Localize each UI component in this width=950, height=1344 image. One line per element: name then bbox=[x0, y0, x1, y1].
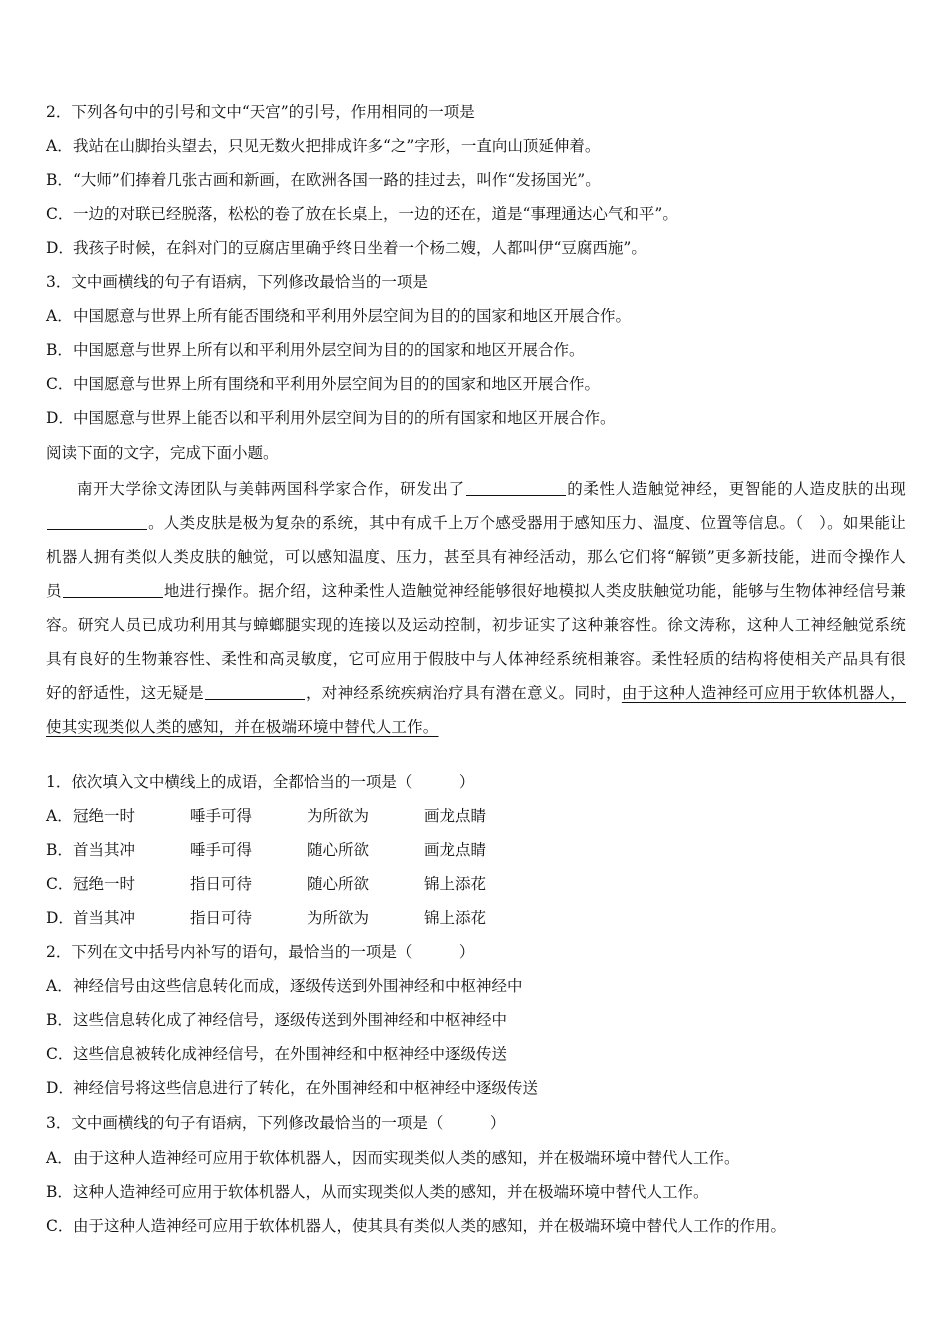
option-word: 锦上添花 bbox=[424, 875, 487, 893]
question-stem: 3．文中画横线的句子有语病，下列修改最恰当的一项是（ ） bbox=[46, 1114, 506, 1132]
passage-text: 地进行操作。据介绍，这种柔性人造触觉神经能够很好地模拟人类皮肤触觉功能，能够与生物体神经信号兼容。研究人员已成功利用其与蟑螂腿实现的连接以及运动控制，初步证实了这种兼容性。徐文涛称，这种人工神经触觉系统具有良好的生物兼容性、柔性和高灵敏度，它可应用于假肢中与人体神经系统相兼容。柔性轻质的结构将使相关产品具有很好的舒适性，这无疑是 bbox=[46, 582, 906, 702]
option-text: 中国愿意与世界上能否以和平利用外层空间为目的的所有国家和地区开展合作。 bbox=[73, 409, 616, 427]
option-text: 神经信号由这些信息转化而成，逐级传送到外围神经和中枢神经中 bbox=[73, 977, 523, 995]
option-text: 中国愿意与世界上所有能否围绕和平利用外层空间为目的的国家和地区开展合作。 bbox=[73, 307, 632, 325]
option-b bbox=[46, 340, 585, 360]
option-label: C． bbox=[46, 205, 74, 223]
question-stem: 1．依次填入文中横线上的成语，全都恰当的一项是（ ） bbox=[46, 773, 475, 791]
option-word: 为所欲为 bbox=[307, 807, 370, 825]
option-word: 唾手可得 bbox=[190, 807, 253, 825]
passage-text: 南开大学徐文涛团队与美韩两国科学家合作，研发出了 bbox=[77, 480, 465, 498]
option-word: 首当其冲 bbox=[73, 909, 136, 927]
option-text: 神经信号将这些信息进行了转化，在外围神经和中枢神经中逐级传送 bbox=[73, 1079, 539, 1097]
option-word: 指日可待 bbox=[190, 875, 253, 893]
option-text: 我站在山脚抬头望去，只见无数火把排成许多“之”字形，一直向山顶延伸着。 bbox=[73, 137, 601, 155]
option-label: A． bbox=[46, 137, 73, 155]
option-text: 这些信息转化成了神经信号，逐级传送到外围神经和中枢神经中 bbox=[73, 1011, 508, 1029]
option-label: A． bbox=[46, 977, 73, 995]
option-c bbox=[46, 1044, 507, 1064]
option-text: 这些信息被转化成神经信号，在外围神经和中枢神经中逐级传送 bbox=[73, 1045, 508, 1063]
option-c bbox=[46, 1216, 786, 1236]
fill-blank bbox=[205, 685, 305, 700]
option-text: “大师”们捧着几张古画和新画，在欧洲各国一路的挂过去，叫作“发扬国光”。 bbox=[73, 171, 601, 189]
reading-instruction: 阅读下面的文字，完成下面小题。 bbox=[46, 444, 279, 462]
option-word: 为所欲为 bbox=[307, 909, 370, 927]
option-b bbox=[46, 1182, 709, 1202]
passage-text: ，对神经系统疾病治疗具有潜在意义。同时， bbox=[305, 684, 622, 702]
option-word: 随心所欲 bbox=[307, 875, 370, 893]
option-c bbox=[46, 204, 678, 224]
question-stem: 3．文中画横线的句子有语病，下列修改最恰当的一项是 bbox=[46, 273, 428, 291]
option-a bbox=[46, 1148, 740, 1168]
option-a bbox=[46, 806, 486, 826]
option-label: B． bbox=[46, 841, 73, 859]
option-c bbox=[46, 374, 600, 394]
option-text: 由于这种人造神经可应用于软体机器人，使其具有类似人类的感知，并在极端环境中替代人工作的作用。 bbox=[73, 1217, 787, 1235]
option-word: 锦上添花 bbox=[424, 909, 487, 927]
option-text: 中国愿意与世界上所有以和平利用外层空间为目的的国家和地区开展合作。 bbox=[73, 341, 585, 359]
option-text: 中国愿意与世界上所有围绕和平利用外层空间为目的的国家和地区开展合作。 bbox=[73, 375, 601, 393]
reading-passage bbox=[46, 472, 906, 744]
option-label: C． bbox=[46, 1045, 74, 1063]
option-label: D． bbox=[46, 239, 74, 257]
option-word: 画龙点睛 bbox=[424, 841, 487, 859]
option-label: A． bbox=[46, 807, 73, 825]
option-label: B． bbox=[46, 1183, 73, 1201]
option-label: A． bbox=[46, 307, 73, 325]
option-word: 指日可待 bbox=[190, 909, 253, 927]
option-text: 由于这种人造神经可应用于软体机器人，因而实现类似人类的感知，并在极端环境中替代人工作。 bbox=[73, 1149, 740, 1167]
option-label: B． bbox=[46, 341, 73, 359]
option-a bbox=[46, 136, 600, 156]
option-d bbox=[46, 408, 616, 428]
option-label: B． bbox=[46, 171, 73, 189]
option-b bbox=[46, 170, 601, 190]
underlined-sentence: 由于这种人造神经可应用于软体机器人，使其实现类似人类的感知，并在极端环境中替代人工作。 bbox=[46, 684, 906, 736]
option-text: 这种人造神经可应用于软体机器人，从而实现类似人类的感知，并在极端环境中替代人工作。 bbox=[73, 1183, 709, 1201]
option-label: B． bbox=[46, 1011, 73, 1029]
option-word: 唾手可得 bbox=[190, 841, 253, 859]
fill-blank bbox=[466, 481, 566, 496]
option-b bbox=[46, 1010, 507, 1030]
option-label: C． bbox=[46, 375, 74, 393]
passage-text: 。人类皮肤是极为复杂的系统，其中有成千上万个感受器用于感知压力、温度、位置等信息。（ ）。如果能让机器人拥有类似人类皮肤的触觉，可以感知温度、压力，甚至具有神经活动，那么它们将“解锁”更多新技能，进而令操作人员 bbox=[46, 514, 906, 600]
option-label: D． bbox=[46, 1079, 74, 1097]
question-stem: 2．下列各句中的引号和文中“天宫”的引号，作用相同的一项是 bbox=[46, 103, 475, 121]
option-d bbox=[46, 908, 486, 928]
option-word: 冠绝一时 bbox=[73, 875, 136, 893]
option-label: A． bbox=[46, 1149, 73, 1167]
question-stem: 2．下列在文中括号内补写的语句，最恰当的一项是（ ） bbox=[46, 943, 475, 961]
option-label: C． bbox=[46, 1217, 74, 1235]
option-word: 首当其冲 bbox=[73, 841, 136, 859]
option-a bbox=[46, 306, 631, 326]
option-d bbox=[46, 238, 647, 258]
option-label: C． bbox=[46, 875, 74, 893]
option-b bbox=[46, 840, 486, 860]
option-label: D． bbox=[46, 909, 74, 927]
option-text: 我孩子时候，在斜对门的豆腐店里确乎终日坐着一个杨二嫂，人都叫伊“豆腐西施”。 bbox=[73, 239, 647, 257]
option-d bbox=[46, 1078, 538, 1098]
fill-blank bbox=[47, 515, 147, 530]
passage-text: 的柔性人造触觉神经，更智能的人造皮肤的出现 bbox=[566, 480, 906, 498]
option-text: 一边的对联已经脱落，松松的卷了放在长桌上，一边的还在，道是“事理通达心气和平”。 bbox=[73, 205, 678, 223]
option-c bbox=[46, 874, 486, 894]
fill-blank bbox=[63, 583, 163, 598]
option-word: 冠绝一时 bbox=[73, 807, 136, 825]
option-label: D． bbox=[46, 409, 74, 427]
option-word: 随心所欲 bbox=[307, 841, 370, 859]
option-a bbox=[46, 976, 523, 996]
option-word: 画龙点睛 bbox=[424, 807, 487, 825]
